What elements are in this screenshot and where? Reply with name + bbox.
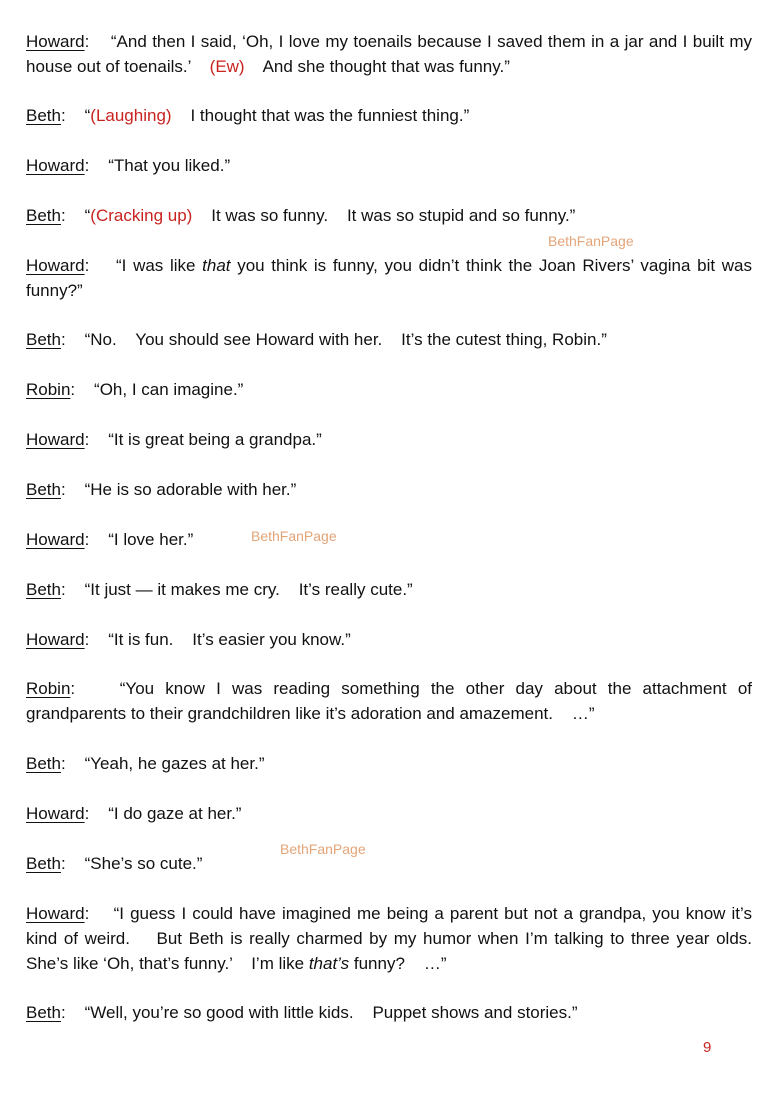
speaker-name: Howard (26, 804, 85, 823)
speaker-separator: : (84, 804, 109, 823)
speaker-separator: : (84, 530, 109, 549)
speaker-separator: : (60, 754, 85, 773)
dialogue-text: “She’s so cute.” (84, 854, 203, 873)
speaker-name: Robin (26, 679, 71, 698)
speaker-name: Beth (26, 206, 61, 225)
speaker-separator: : (60, 206, 85, 225)
dialogue-text: It was so funny. It was so stupid and so funny.” (192, 206, 576, 225)
watermark: BethFanPage (280, 841, 366, 857)
speaker-separator: : (84, 430, 109, 449)
stage-direction: (Cracking up) (90, 206, 193, 225)
speaker-separator: : (60, 580, 85, 599)
dialogue-line (26, 577, 752, 602)
watermark: BethFanPage (548, 233, 634, 249)
speaker-name: Howard (26, 530, 85, 549)
dialogue-line (26, 627, 752, 652)
dialogue-text: “ (84, 206, 91, 225)
dialogue-text: funny? …” (349, 954, 447, 973)
dialogue-line (26, 676, 757, 726)
speaker-separator: : (60, 106, 85, 125)
dialogue-text: “You know I was reading something the other day about the attachment of grandparents to their grandchildren like it’s adoration and amazement. …” (26, 679, 757, 723)
speaker-name: Howard (26, 630, 85, 649)
speaker-name: Beth (26, 330, 61, 349)
page-number: 9 (703, 1039, 712, 1056)
speaker-name: Howard (26, 32, 85, 51)
speaker-separator: : (60, 1003, 85, 1022)
emphasized-text: that (202, 256, 231, 275)
dialogue-text: “And then I said, ‘Oh, I love my toenails because I saved them in a jar and I built my house out of toenails.’ (26, 32, 757, 76)
speaker-separator: : (60, 854, 85, 873)
dialogue-line (26, 203, 752, 228)
speaker-name: Beth (26, 106, 61, 125)
emphasized-text: that’s (308, 954, 350, 973)
dialogue-text: “I do gaze at her.” (108, 804, 242, 823)
dialogue-line (26, 327, 752, 352)
dialogue-line (26, 153, 752, 178)
dialogue-text: “I love her.” (108, 530, 194, 549)
dialogue-line (26, 427, 752, 452)
speaker-name: Beth (26, 854, 61, 873)
dialogue-text: I thought that was the funniest thing.” (171, 106, 470, 125)
dialogue-line (26, 751, 752, 776)
speaker-separator: : (84, 904, 114, 923)
dialogue-line (26, 1000, 752, 1025)
dialogue-line (26, 901, 771, 976)
speaker-separator: : (70, 679, 120, 698)
dialogue-text: “No. You should see Howard with her. It’s the cutest thing, Robin.” (84, 330, 607, 349)
dialogue-line (26, 103, 752, 128)
dialogue-text: “It is great being a grandpa.” (108, 430, 322, 449)
dialogue-text: “I was like (116, 256, 203, 275)
dialogue-text: “Oh, I can imagine.” (94, 380, 244, 399)
dialogue-text: you think is funny, you didn’t think the Joan Rivers’ vagina bit was funny?” (26, 256, 757, 300)
stage-direction: (Laughing) (90, 106, 172, 125)
dialogue-line (26, 253, 757, 303)
dialogue-line (26, 801, 752, 826)
dialogue-line (26, 377, 752, 402)
speaker-name: Beth (26, 754, 61, 773)
speaker-separator: : (84, 156, 109, 175)
speaker-separator: : (84, 630, 109, 649)
speaker-name: Howard (26, 904, 85, 923)
speaker-separator: : (84, 32, 111, 51)
speaker-name: Howard (26, 156, 85, 175)
dialogue-line (26, 851, 752, 876)
speaker-name: Howard (26, 430, 85, 449)
dialogue-text: “That you liked.” (108, 156, 231, 175)
speaker-separator: : (60, 330, 85, 349)
dialogue-text: “He is so adorable with her.” (84, 480, 297, 499)
watermark: BethFanPage (251, 528, 337, 544)
speaker-name: Robin (26, 380, 71, 399)
stage-direction: (Ew) (209, 57, 245, 76)
speaker-name: Beth (26, 580, 61, 599)
dialogue-text: “Yeah, he gazes at her.” (84, 754, 265, 773)
speaker-name: Beth (26, 480, 61, 499)
dialogue-text: “I guess I could have imagined me being a parent but not a grandpa, you know it’s kind of weird. But Beth is really charmed by my humor when I’m talking to three year olds. She’s like ‘Oh, that’s funny.’ I’m like (26, 904, 771, 973)
dialogue-text: “It just — it makes me cry. It’s really cute.” (84, 580, 413, 599)
dialogue-line (26, 527, 752, 552)
speaker-separator: : (84, 256, 117, 275)
dialogue-text: “Well, you’re so good with little kids. Puppet shows and stories.” (84, 1003, 578, 1022)
speaker-name: Beth (26, 1003, 61, 1022)
dialogue-line (26, 29, 757, 79)
speaker-separator: : (70, 380, 95, 399)
speaker-separator: : (60, 480, 85, 499)
speaker-name: Howard (26, 256, 85, 275)
dialogue-text: “It is fun. It’s easier you know.” (108, 630, 351, 649)
dialogue-text: And she thought that was funny.” (244, 57, 510, 76)
dialogue-line (26, 477, 752, 502)
dialogue-text: “ (84, 106, 91, 125)
